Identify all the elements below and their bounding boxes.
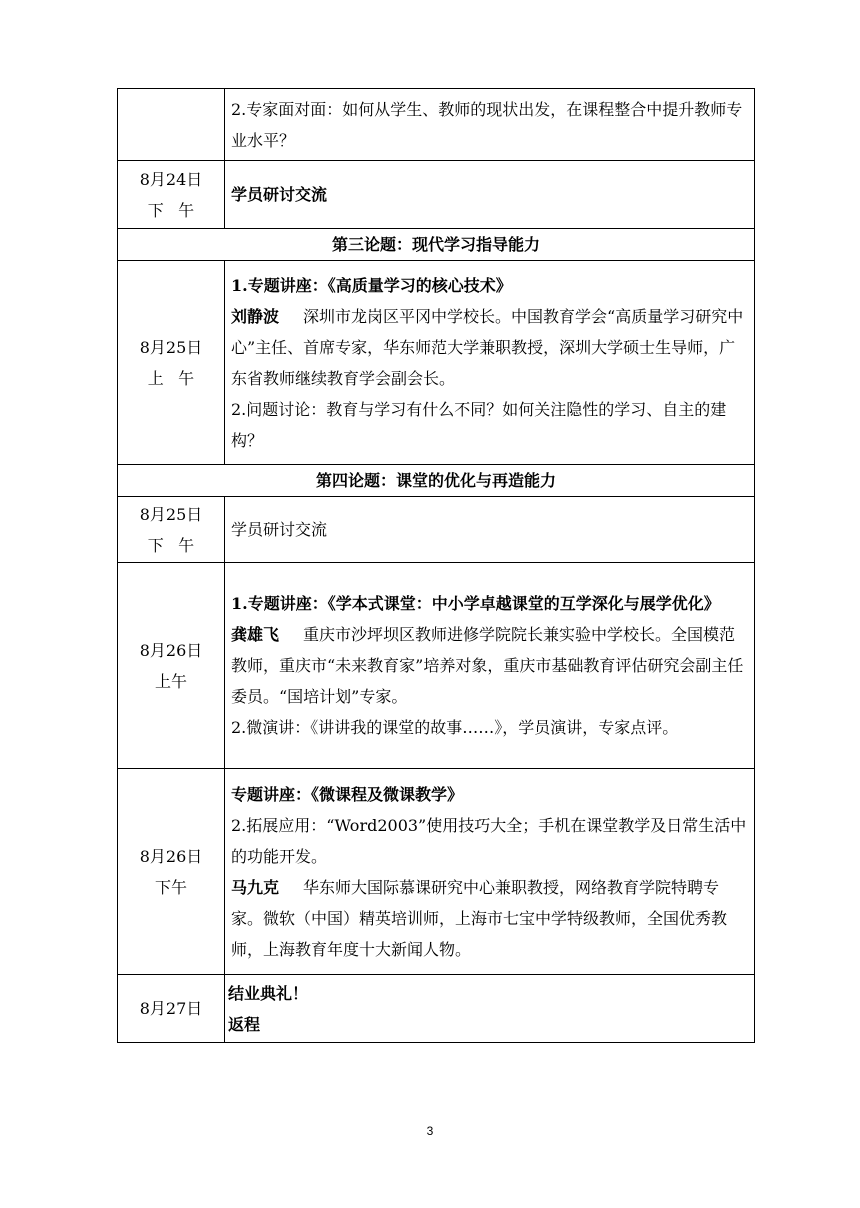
content-cell: [225, 161, 755, 229]
table-row: [118, 161, 755, 229]
date-cell: [118, 769, 225, 975]
agenda-item: 返程: [228, 1014, 261, 1034]
period-label: 上午: [154, 671, 187, 691]
content-cell: [225, 769, 755, 975]
speaker-bio: 华东师大国际慕课研究中心兼职教授，网络教育学院特聘专家。微软（中国）精英培训师，上海市七宝中学特级教师，全国优秀教师，上海教育年度十大新闻人物。: [231, 877, 728, 959]
agenda-item: 学员研讨交流: [231, 185, 328, 204]
table-row: [118, 89, 755, 161]
speaker-name: 龚雄飞: [231, 625, 280, 644]
topic-row: [118, 229, 755, 261]
topic-heading: 第四论题：课堂的优化与再造能力: [118, 465, 755, 497]
date-label: 8月26日: [139, 846, 203, 866]
speaker-name: 刘静波: [231, 306, 280, 326]
speaker-info: [231, 301, 748, 394]
period-label: 下午: [147, 535, 209, 555]
content-cell: [225, 563, 755, 769]
speaker-bio: 深圳市龙岗区平冈中学校长。中国教育学会“高质量学习研究中心”主任、首席专家，华东师范大学兼职教授，深圳大学硕士生导师，广东省教师继续教育学会副会长。: [231, 306, 744, 388]
date-cell: [118, 497, 225, 563]
content-cell: [225, 89, 755, 161]
date-label: 8月27日: [139, 999, 203, 1018]
content-cell: [225, 497, 755, 563]
speaker-info: [231, 872, 748, 965]
agenda-item: 结业典礼！: [228, 983, 309, 1003]
date-label: 8月26日: [139, 640, 203, 660]
date-cell: [118, 89, 225, 161]
agenda-item: 2.微演讲：《讲讲我的课堂的故事……》，学员演讲，专家点评。: [231, 718, 679, 737]
agenda-item: 2.专家面对面：如何从学生、教师的现状出发，在课程整合中提升教师专业水平？: [231, 99, 743, 150]
date-label: 8月25日: [139, 337, 203, 357]
period-label: 下午: [154, 877, 187, 897]
content-cell: [225, 261, 755, 465]
speaker-name: 马九克: [231, 877, 280, 897]
page-number: 3: [426, 1124, 434, 1138]
period-label: 下午: [147, 200, 209, 220]
agenda-item: 2.问题讨论：教育与学习有什么不同？如何关注隐性的学习、自主的建构？: [231, 399, 727, 450]
table-row: [118, 769, 755, 975]
schedule-table: [117, 88, 755, 1043]
date-cell: [118, 975, 225, 1043]
speaker-bio: 重庆市沙坪坝区教师进修学院院长兼实验中学校长。全国模范教师，重庆市“未来教育家”培养对象，重庆市基础教育评估研究会副主任委员。“国培计划”专家。: [231, 625, 744, 706]
lecture-title: 专题讲座：《微课程及微课教学》: [231, 784, 464, 804]
date-cell: [118, 161, 225, 229]
date-cell: [118, 261, 225, 465]
lecture-title: 1.专题讲座：《高质量学习的核心技术》: [231, 275, 512, 295]
content-cell: [225, 975, 755, 1043]
date-label: 8月25日: [139, 504, 203, 524]
speaker-info: [231, 619, 748, 712]
date-cell: [118, 563, 225, 769]
table-row: [118, 563, 755, 769]
period-label: 上午: [147, 368, 209, 388]
topic-heading: 第三论题：现代学习指导能力: [118, 229, 755, 261]
date-label: 8月24日: [139, 169, 203, 189]
agenda-item: 2.拓展应用：“Word2003”使用技巧大全；手机在课堂教学及日常生活中的功能开发。: [231, 815, 747, 866]
topic-row: [118, 465, 755, 497]
table-row: [118, 975, 755, 1043]
agenda-item: 学员研讨交流: [231, 520, 328, 539]
table-row: [118, 261, 755, 465]
lecture-title: 1.专题讲座：《学本式课堂：中小学卓越课堂的互学深化与展学优化》: [231, 594, 720, 613]
table-row: [118, 497, 755, 563]
